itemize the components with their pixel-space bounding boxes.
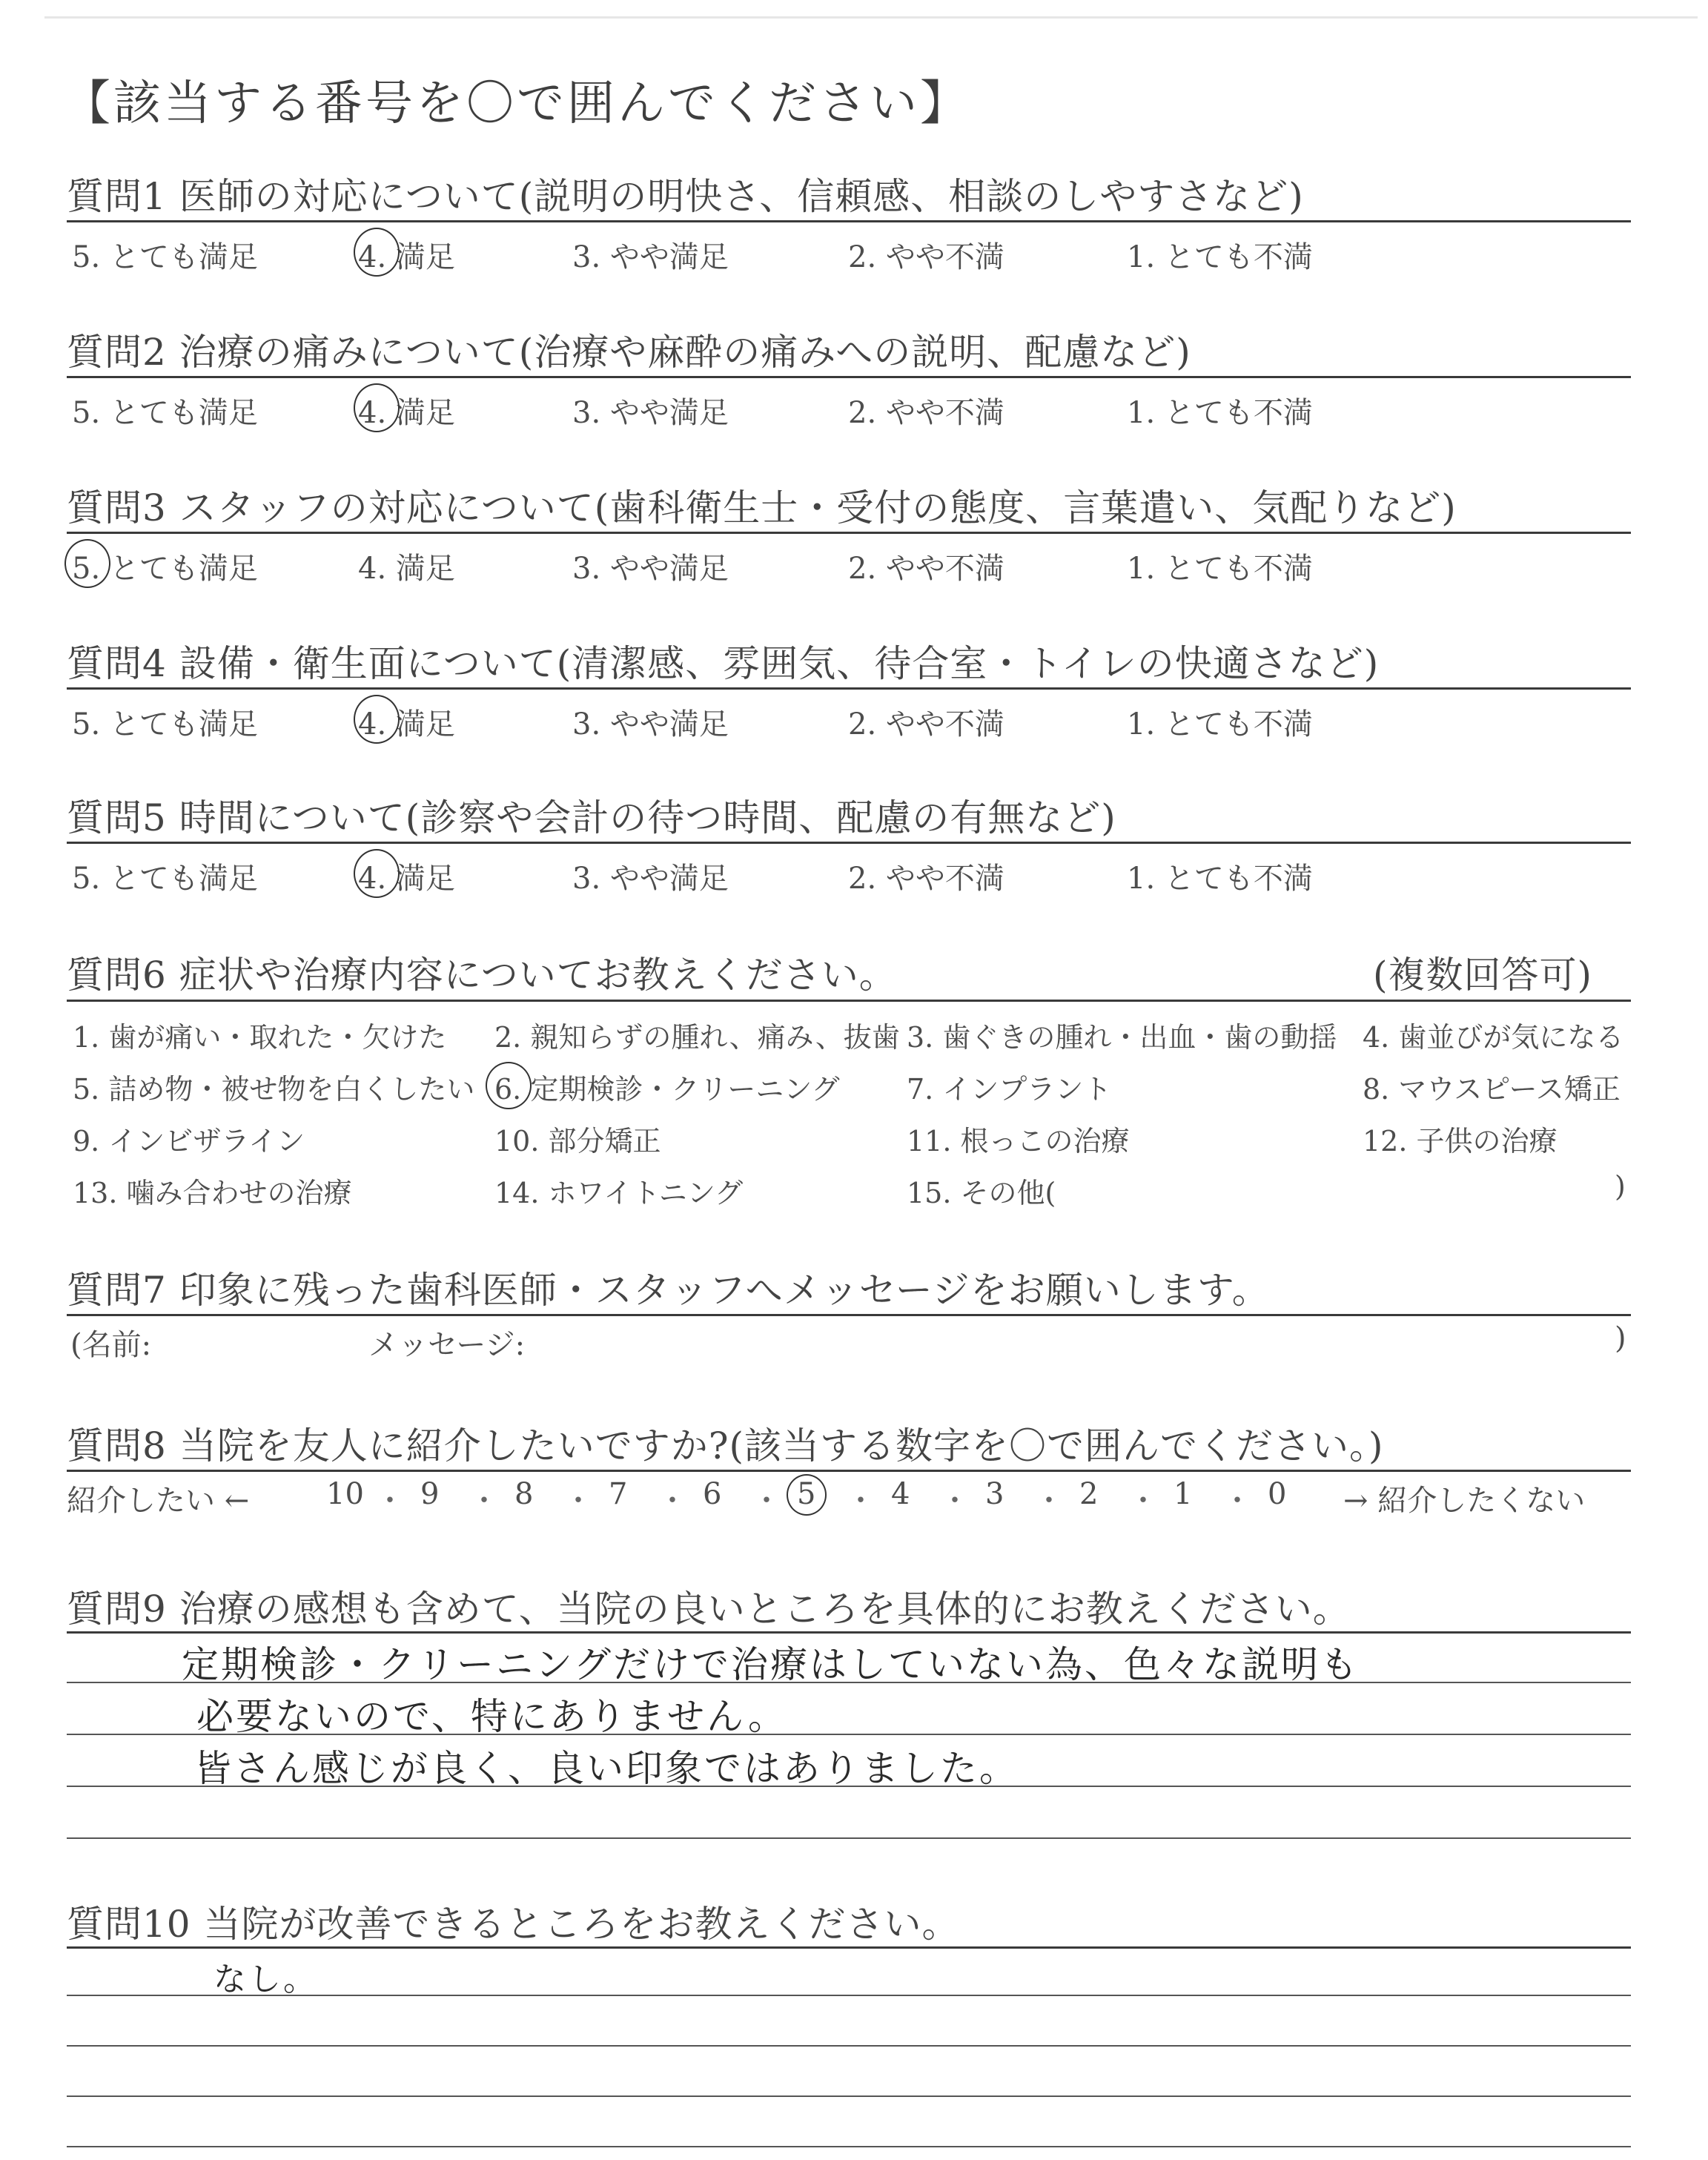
answer-circle xyxy=(354,383,400,432)
q9-label: 質問9 治療の感想も含めて、当院の良いところを具体的にお教えください。 xyxy=(67,1588,1351,1631)
q6-option: ) xyxy=(1615,1170,1626,1203)
top-border xyxy=(44,16,1698,19)
q4-rule xyxy=(67,687,1631,690)
q8-dot-separator: ・ xyxy=(1222,1484,1252,1518)
q6-option: 6. 定期検診・クリーニング xyxy=(494,1073,840,1106)
answer-circle xyxy=(486,1062,532,1109)
q8-number: 10 xyxy=(326,1477,364,1511)
q2-option: 1. とても不満 xyxy=(1127,396,1313,430)
q3-option: 3. やや満足 xyxy=(572,552,729,586)
q8-number: 2 xyxy=(1079,1477,1099,1511)
q4-option: 3. やや満足 xyxy=(572,707,729,742)
q6-note: (複数回答可) xyxy=(1373,954,1593,997)
answer-circle xyxy=(354,228,400,277)
q8-dot-separator: ・ xyxy=(563,1484,593,1518)
q4-option: 5. とても満足 xyxy=(72,707,258,742)
answer-circle xyxy=(354,695,400,744)
q8-dot-separator: ・ xyxy=(1034,1484,1064,1518)
answer-circle xyxy=(787,1474,827,1516)
q8-number: 4 xyxy=(891,1477,910,1511)
q9-answer-line-1: 定期検診・クリーニングだけで治療はしていない為、色々な説明も xyxy=(182,1643,1360,1686)
q6-option: 1. 歯が痛い・取れた・欠けた xyxy=(73,1021,447,1054)
q2-option: 2. やや不満 xyxy=(848,396,1004,430)
q1-option: 4. 満足 xyxy=(358,240,455,274)
q6-option: 15. その他( xyxy=(907,1177,1056,1209)
q10-rule xyxy=(67,1946,1631,1949)
q8-dot-separator: ・ xyxy=(469,1484,499,1518)
q6-option: 5. 詰め物・被せ物を白くしたい xyxy=(73,1073,475,1106)
q8-dot-separator: ・ xyxy=(846,1484,875,1518)
q3-option: 2. やや不満 xyxy=(848,552,1004,586)
q5-rule xyxy=(67,842,1631,844)
q3-option: 4. 満足 xyxy=(358,552,455,586)
q1-option: 2. やや不満 xyxy=(848,240,1004,274)
q6-option: 13. 噛み合わせの治療 xyxy=(73,1177,352,1209)
q6-option: 9. インビザライン xyxy=(73,1125,305,1157)
q10-answer-line xyxy=(67,2095,1631,2097)
q7-message-label: メッセージ: xyxy=(368,1328,526,1362)
q2-option: 5. とても満足 xyxy=(72,396,258,430)
q5-label: 質問5 時間について(診察や会計の待つ時間、配慮の有無など) xyxy=(67,796,1116,839)
q8-number: 9 xyxy=(420,1477,440,1511)
q8-number: 6 xyxy=(703,1477,722,1511)
q8-number: 8 xyxy=(514,1477,534,1511)
q2-option: 4. 満足 xyxy=(358,396,455,430)
q8-label: 質問8 当院を友人に紹介したいですか?(該当する数字を〇で囲んでください。) xyxy=(67,1424,1384,1467)
q4-label: 質問4 設備・衛生面について(清潔感、雰囲気、待合室・トイレの快適さなど) xyxy=(67,642,1380,685)
q5-option: 5. とても満足 xyxy=(72,862,258,896)
q6-option: 4. 歯並びが気になる xyxy=(1363,1021,1624,1054)
q10-answer-line xyxy=(67,2045,1631,2047)
q7-close-paren: ) xyxy=(1615,1321,1626,1355)
q6-option: 11. 根っこの治療 xyxy=(907,1125,1130,1157)
q6-option: 10. 部分矯正 xyxy=(494,1125,661,1157)
q4-option: 2. やや不満 xyxy=(848,707,1004,742)
q7-label: 質問7 印象に残った歯科医師・スタッフへメッセージをお願いします。 xyxy=(67,1269,1270,1312)
q8-left-label: 紹介したい ← xyxy=(67,1484,250,1518)
q2-rule xyxy=(67,376,1631,378)
q6-label: 質問6 症状や治療内容についてお教えください。 xyxy=(67,954,897,997)
q3-label: 質問3 スタッフの対応について(歯科衛生士・受付の態度、言葉遣い、気配りなど) xyxy=(67,486,1457,529)
q6-option: 3. 歯ぐきの腫れ・出血・歯の動揺 xyxy=(907,1021,1337,1054)
q5-option: 4. 満足 xyxy=(358,862,455,896)
q8-number: 1 xyxy=(1174,1477,1193,1511)
q9-answer-line xyxy=(67,1837,1631,1839)
q1-label: 質問1 医師の対応について(説明の明快さ、信頼感、相談のしやすさなど) xyxy=(67,175,1304,218)
q5-option: 1. とても不満 xyxy=(1127,862,1313,896)
q1-option: 5. とても満足 xyxy=(72,240,258,274)
q8-number: 5 xyxy=(797,1477,816,1511)
q8-right-label: → 紹介したくない xyxy=(1343,1484,1586,1518)
answer-circle xyxy=(64,539,110,588)
q10-label: 質問10 当院が改善できるところをお教えください。 xyxy=(67,1903,960,1946)
q8-number: 3 xyxy=(985,1477,1004,1511)
q8-dot-separator: ・ xyxy=(752,1484,781,1518)
q8-dot-separator: ・ xyxy=(940,1484,970,1518)
q9-rule xyxy=(67,1631,1631,1634)
q8-number: 0 xyxy=(1268,1477,1287,1511)
q5-option: 3. やや満足 xyxy=(572,862,729,896)
q7-name-label: (名前: xyxy=(70,1328,152,1362)
q1-option: 1. とても不満 xyxy=(1127,240,1313,274)
q7-rule xyxy=(67,1314,1631,1316)
q10-answer: なし。 xyxy=(214,1961,318,1998)
page-title: 【該当する番号を〇で囲んでください】 xyxy=(63,76,970,131)
q6-option: 7. インプラント xyxy=(907,1073,1112,1106)
q6-rule xyxy=(67,1000,1631,1002)
answer-circle xyxy=(354,849,400,898)
q8-dot-separator: ・ xyxy=(1128,1484,1158,1518)
q6-option: 8. マウスピース矯正 xyxy=(1363,1073,1621,1106)
q8-dot-separator: ・ xyxy=(658,1484,687,1518)
q4-option: 1. とても不満 xyxy=(1127,707,1313,742)
q8-dot-separator: ・ xyxy=(375,1484,405,1518)
q5-option: 2. やや不満 xyxy=(848,862,1004,896)
q8-rule xyxy=(67,1470,1631,1472)
q3-option: 5. とても満足 xyxy=(72,552,258,586)
q2-label: 質問2 治療の痛みについて(治療や麻酔の痛みへの説明、配慮など) xyxy=(67,331,1191,374)
q3-option: 1. とても不満 xyxy=(1127,552,1313,586)
q1-option: 3. やや満足 xyxy=(572,240,729,274)
q6-option: 14. ホワイトニング xyxy=(494,1177,744,1209)
q6-option: 12. 子供の治療 xyxy=(1363,1125,1558,1157)
q9-answer-line-3: 皆さん感じが良く、良い印象ではありました。 xyxy=(194,1747,1019,1790)
q8-number: 7 xyxy=(609,1477,628,1511)
q2-option: 3. やや満足 xyxy=(572,396,729,430)
q6-option: 2. 親知らずの腫れ、痛み、抜歯 xyxy=(494,1021,900,1054)
q9-answer-line-2: 必要ないので、特にありません。 xyxy=(196,1695,787,1738)
q3-rule xyxy=(67,532,1631,534)
q4-option: 4. 満足 xyxy=(358,707,455,742)
q1-rule xyxy=(67,220,1631,222)
q10-answer-line xyxy=(67,2146,1631,2147)
